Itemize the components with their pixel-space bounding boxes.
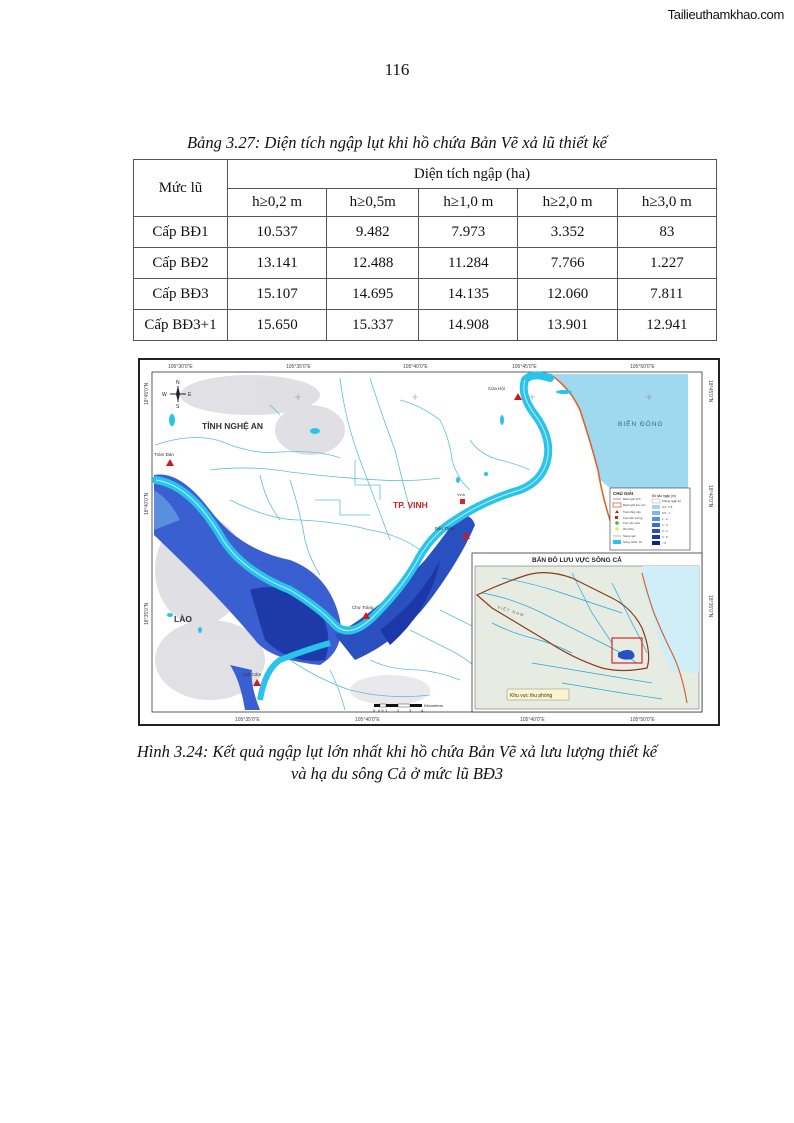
column-header: h≥0,2 m bbox=[228, 189, 327, 217]
group-header: Diện tích ngập (ha) bbox=[228, 160, 717, 189]
svg-text:N: N bbox=[176, 380, 180, 386]
value-cell: 1.227 bbox=[617, 248, 716, 279]
value-cell: 9.482 bbox=[327, 217, 419, 248]
watermark: Tailieuthamkhao.com bbox=[667, 7, 784, 22]
column-header: h≥3,0 m bbox=[617, 189, 716, 217]
svg-text:0.5: 0.5 bbox=[378, 708, 384, 713]
svg-text:4: 4 bbox=[421, 708, 424, 713]
coord-label: 105°40'0"E bbox=[355, 717, 380, 723]
svg-text:E: E bbox=[188, 392, 192, 398]
value-cell: 13.901 bbox=[518, 310, 617, 341]
zoom-area-label: Khu vực thu phóng bbox=[510, 693, 553, 699]
svg-text:Ranh giới tỉnh: Ranh giới tỉnh bbox=[623, 497, 641, 501]
value-cell: 14.135 bbox=[419, 279, 518, 310]
table-row bbox=[134, 310, 717, 341]
svg-text:W: W bbox=[162, 392, 167, 398]
station-label-tram-dan: Tràm Đàn bbox=[154, 452, 174, 457]
province-label: TỈNH NGHỆ AN bbox=[202, 421, 264, 431]
svg-text:Sông ngòi: Sông ngòi bbox=[623, 534, 636, 538]
svg-text:Không ngập lụt: Không ngập lụt bbox=[662, 499, 681, 503]
level-cell: Cấp BĐ1 bbox=[134, 217, 228, 248]
coord-label: 105°45'0"E bbox=[512, 364, 537, 370]
column-header: h≥0,5m bbox=[327, 189, 419, 217]
coord-label: 105°50'0"E bbox=[630, 364, 655, 370]
svg-text:3: 3 bbox=[409, 708, 412, 713]
coord-label: 105°35'0"E bbox=[286, 364, 311, 370]
station-label-linh-cam: Linh Cảm bbox=[242, 672, 262, 677]
value-cell: 3.352 bbox=[518, 217, 617, 248]
figure-caption bbox=[0, 741, 794, 785]
inset-basin-map bbox=[472, 553, 702, 712]
row-header: Mức lũ bbox=[134, 160, 228, 217]
inset-title: BẢN ĐỒ LƯU VỰC SÔNG CẢ bbox=[532, 557, 622, 564]
city-label: TP. VINH bbox=[393, 500, 428, 510]
station-label-ben-thuy: Bến Thủy bbox=[435, 526, 455, 531]
svg-text:> 5: > 5 bbox=[662, 541, 666, 545]
svg-text:Sông, kênh, hồ: Sông, kênh, hồ bbox=[623, 540, 642, 544]
svg-text:Độ sâu ngập (m): Độ sâu ngập (m) bbox=[652, 494, 676, 498]
table-row bbox=[134, 248, 717, 279]
svg-text:0.2 - 0.5: 0.2 - 0.5 bbox=[662, 505, 673, 509]
svg-text:Kilometers: Kilometers bbox=[424, 703, 443, 708]
svg-text:3 - 4: 3 - 4 bbox=[662, 529, 668, 533]
coord-label: 105°40'0"E bbox=[520, 717, 545, 723]
svg-text:1 - 2: 1 - 2 bbox=[662, 517, 668, 521]
flood-area-table bbox=[133, 159, 717, 341]
coord-label: 105°50'0"E bbox=[630, 717, 655, 723]
coord-label: 18°45'0"N bbox=[707, 380, 713, 403]
level-cell: Cấp BĐ3+1 bbox=[134, 310, 228, 341]
value-cell: 12.941 bbox=[617, 310, 716, 341]
value-cell: 7.973 bbox=[419, 217, 518, 248]
coord-label: 105°30'0"E bbox=[168, 364, 193, 370]
page-number: 116 bbox=[384, 60, 410, 79]
map-legend bbox=[610, 488, 690, 550]
svg-text:Trạm thủy văn: Trạm thủy văn bbox=[623, 510, 641, 514]
value-cell: 12.060 bbox=[518, 279, 617, 310]
value-cell: 15.650 bbox=[228, 310, 327, 341]
flood-map bbox=[140, 360, 718, 724]
table-row bbox=[134, 279, 717, 310]
coord-label: 18°40'0"N bbox=[144, 492, 150, 515]
svg-text:0.5 - 1: 0.5 - 1 bbox=[662, 511, 670, 515]
value-cell: 13.141 bbox=[228, 248, 327, 279]
figure-caption-line1: Hình 3.24: Kết quả ngập lụt lớn nhất khi hồ chứa Bản Vẽ xả lưu lượng thiết kế bbox=[136, 742, 658, 761]
station-label-cho-trang: Chợ Tràng bbox=[352, 605, 374, 610]
station-label-cua-hoi: Cửa Hội bbox=[488, 386, 505, 391]
svg-text:2: 2 bbox=[397, 708, 400, 713]
value-cell: 15.107 bbox=[228, 279, 327, 310]
coord-label: 18°45'0"N bbox=[144, 382, 150, 405]
coord-label: 18°40'0"N bbox=[707, 485, 713, 508]
svg-text:1: 1 bbox=[385, 708, 388, 713]
value-cell: 83 bbox=[617, 217, 716, 248]
value-cell: 11.284 bbox=[419, 248, 518, 279]
level-cell: Cấp BĐ2 bbox=[134, 248, 228, 279]
coord-label: 105°40'0"E bbox=[403, 364, 428, 370]
svg-text:0: 0 bbox=[373, 708, 376, 713]
svg-text:4 - 5: 4 - 5 bbox=[662, 535, 668, 539]
column-header: h≥2,0 m bbox=[518, 189, 617, 217]
table-caption: Bảng 3.27: Diện tích ngập lụt khi hồ chứa Bản Vẽ xả lũ thiết kế bbox=[186, 133, 608, 152]
value-cell: 7.766 bbox=[518, 248, 617, 279]
coord-label: 18°35'0"N bbox=[707, 595, 713, 618]
sea-label: BIỂN ĐÔNG bbox=[618, 421, 664, 428]
country-label: LÀO bbox=[174, 614, 192, 624]
svg-text:CHÚ GIẢI: CHÚ GIẢI bbox=[613, 491, 634, 496]
svg-text:Trạm khí tượng: Trạm khí tượng bbox=[623, 516, 643, 520]
figure-caption-line2: và hạ du sông Cả ở mức lũ BĐ3 bbox=[290, 764, 504, 783]
value-cell: 14.908 bbox=[419, 310, 518, 341]
column-header: h≥1,0 m bbox=[419, 189, 518, 217]
value-cell: 10.537 bbox=[228, 217, 327, 248]
value-cell: 12.488 bbox=[327, 248, 419, 279]
svg-text:2 - 3: 2 - 3 bbox=[662, 523, 668, 527]
value-cell: 14.695 bbox=[327, 279, 419, 310]
vinh-marker-label: Vinh bbox=[457, 492, 465, 497]
city-marker-icon bbox=[460, 499, 465, 504]
inset-country-label: VIỆT NAM bbox=[496, 604, 526, 618]
svg-text:Trạm đo mưa: Trạm đo mưa bbox=[623, 521, 640, 525]
value-cell: 7.811 bbox=[617, 279, 716, 310]
svg-text:Ranh giới lưu vực: Ranh giới lưu vực bbox=[623, 503, 646, 507]
flood-map-figure bbox=[138, 358, 720, 726]
svg-text:Hồ chứa: Hồ chứa bbox=[623, 527, 634, 531]
coord-label: 105°35'0"E bbox=[235, 717, 260, 723]
svg-text:S: S bbox=[176, 404, 180, 410]
value-cell: 15.337 bbox=[327, 310, 419, 341]
level-cell: Cấp BĐ3 bbox=[134, 279, 228, 310]
coord-label: 18°35'0"N bbox=[144, 602, 150, 625]
table-row bbox=[134, 217, 717, 248]
